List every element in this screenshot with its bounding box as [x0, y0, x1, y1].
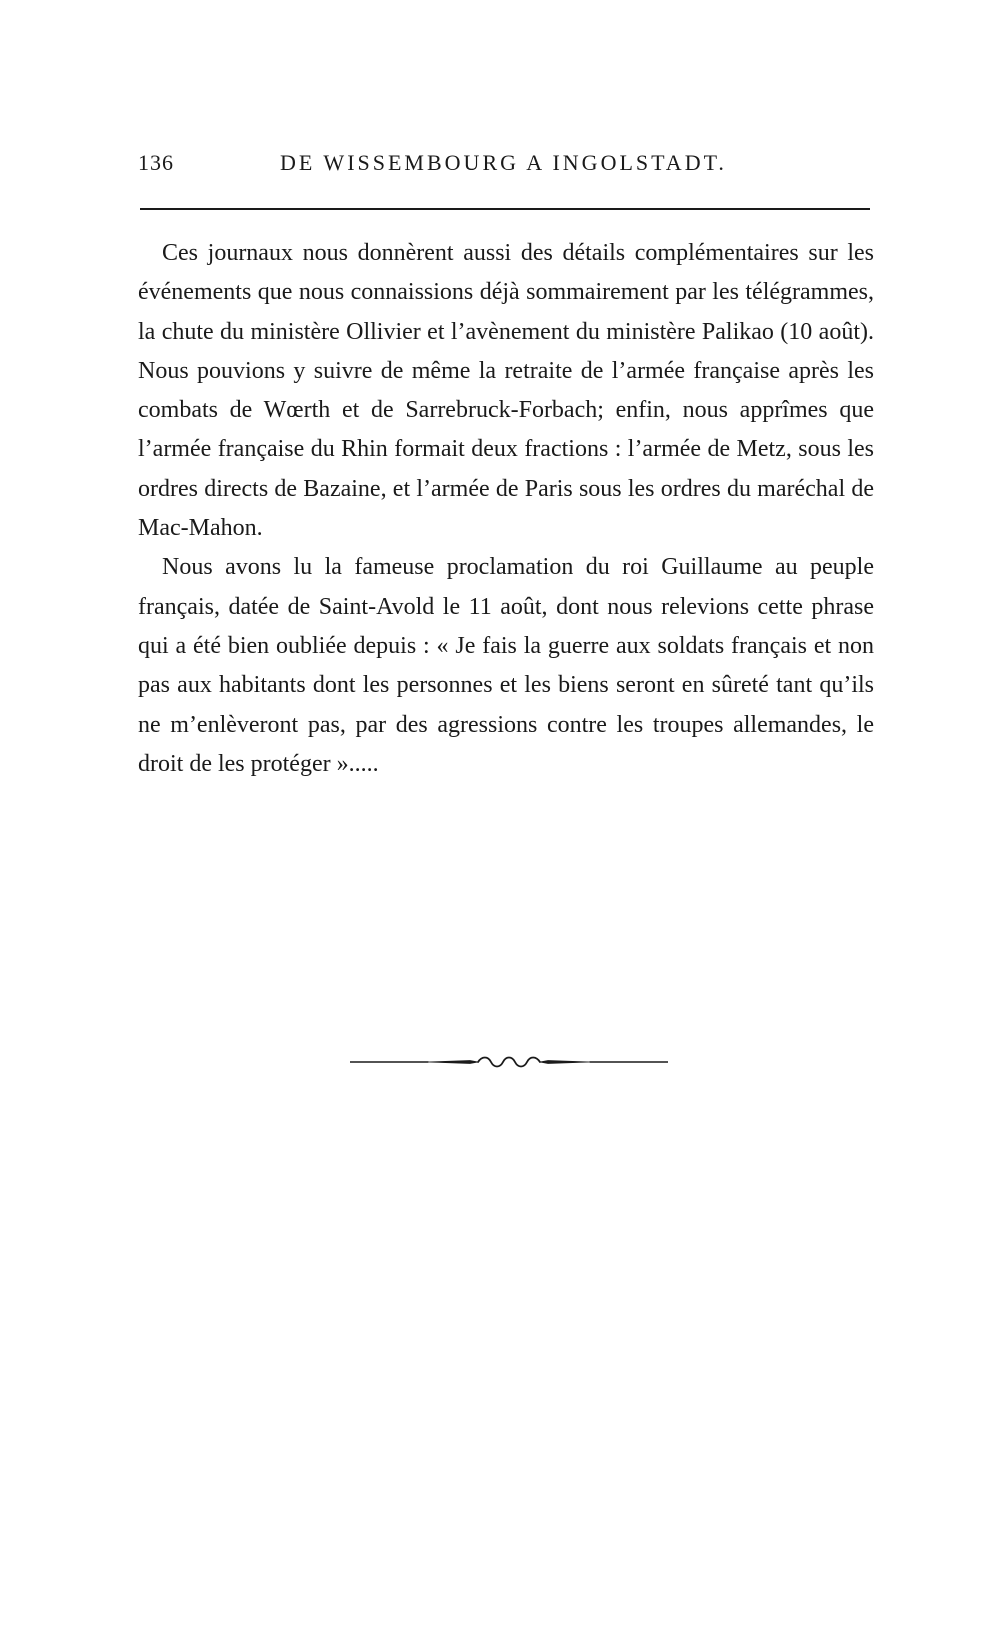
header-rule	[140, 208, 870, 210]
paragraph: Nous avons lu la fameuse proclamation du roi Guillaume au peuple français, datée de Saint-Avold le 11 août, dont nous relevions cette phrase qui a été bien oubliée depuis : « Je fais la guerre aux soldats français et non pas aux habitants dont les personnes et les biens seront en sûreté tant qu’ils ne m’enlèveront pas, par des agressions contre les troupes allemandes, le droit de les protéger ».....	[138, 554, 874, 777]
paragraph: Ces journaux nous donnèrent aussi des détails complémentaires sur les événements que nous connaissions déjà sommairement par les télégrammes, la chute du ministère Ollivier et l’avènement du ministère Palikao (10 août). Nous pouvions y suivre de même la retraite de l’armée française après les combats de Wœrth et de Sarrebruck-Forbach; enfin, nous apprîmes que l’armée française du Rhin formait deux fractions : l’armée de Metz, sous les ordres directs de Bazaine, et l’armée de Paris sous les ordres du maréchal de Mac-Mahon.	[138, 240, 874, 542]
page-number: 136	[138, 150, 174, 175]
running-head	[138, 150, 874, 184]
tailpiece-ornament-icon	[350, 1052, 668, 1072]
running-title: DE WISSEMBOURG A INGOLSTADT.	[280, 150, 727, 175]
body-text	[138, 234, 874, 784]
